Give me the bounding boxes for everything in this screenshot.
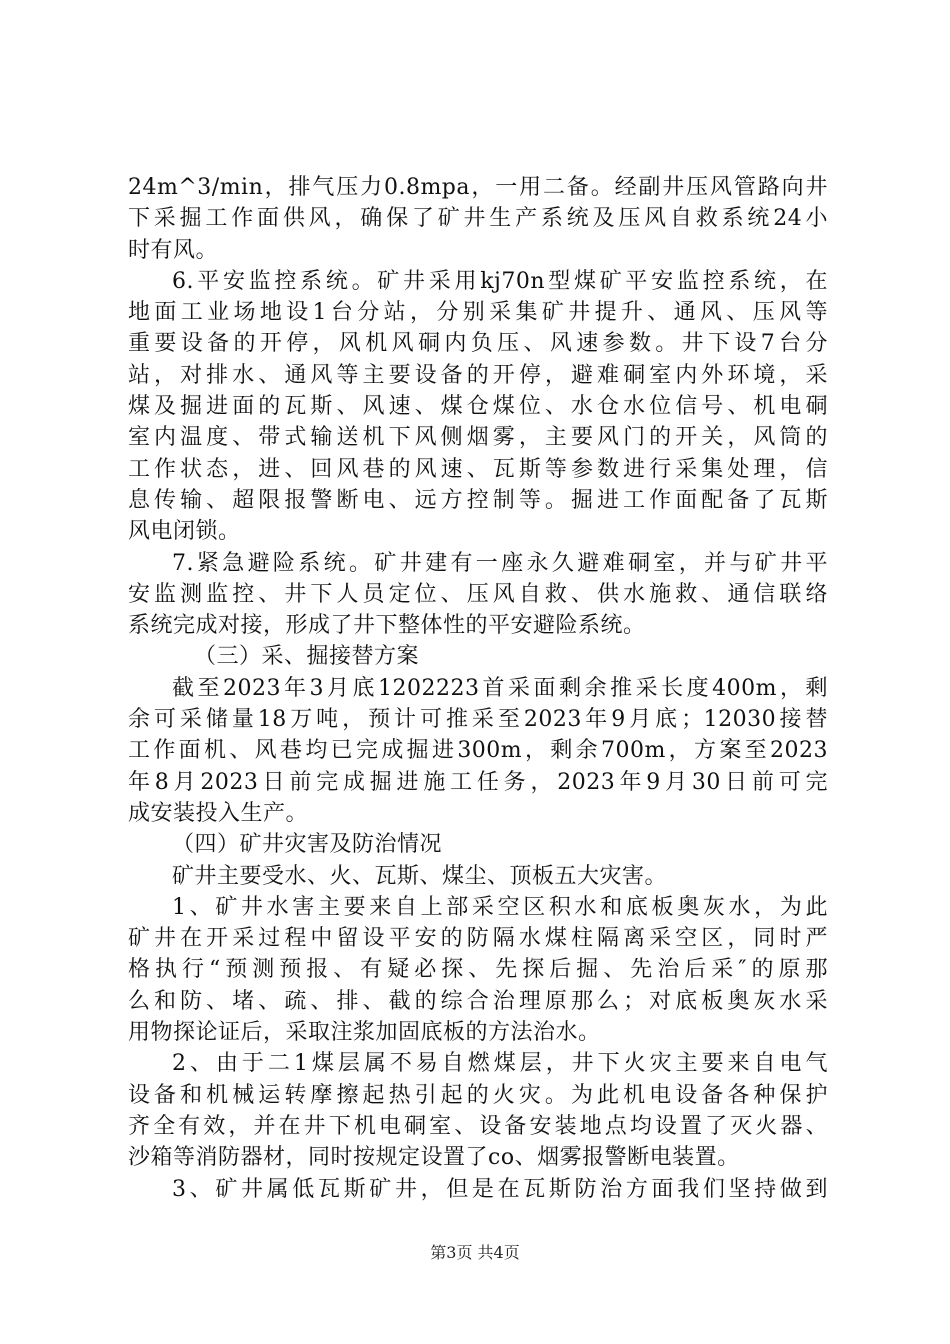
- text-line: 6.平安监控系统。矿井采用kj70n型煤矿平安监控系统，在: [172, 268, 828, 294]
- text-line: 风电闭锁。: [128, 519, 241, 545]
- text-line: 工作状态，进、回风巷的风速、瓦斯等参数进行采集处理，信: [128, 456, 828, 482]
- text-line: 设备和机械运转摩擦起热引起的火灾。为此机电设备各种保护: [128, 1082, 828, 1108]
- text-line: 么和防、堵、疏、排、截的综合治理原那么；对底板奥灰水采: [128, 988, 828, 1014]
- text-line: 格执行“预测预报、有疑必探、先探后掘、先治后采″的原那: [128, 957, 828, 983]
- text-line: 室内温度、带式输送机下风侧烟雾，主要风门的开关，风筒的: [128, 425, 828, 451]
- text-line: 安监测监控、井下人员定位、压风自救、供水施救、通信联络: [128, 581, 828, 607]
- text-line: 煤及掘进面的瓦斯、风速、煤仓煤位、水仓水位信号、机电硐: [128, 394, 828, 420]
- text-line: 矿井在开采过程中留设平安的防隔水煤柱隔离采空区，同时严: [128, 926, 828, 952]
- section-heading: （四）矿井灾害及防治情况: [172, 832, 443, 858]
- section-heading: （三）采、掘接替方案: [194, 644, 420, 670]
- text-line: 下采掘工作面供风，确保了矿井生产系统及压风自救系统24小: [128, 206, 828, 232]
- text-line: 余可采储量18万吨，预计可推采至2023年9月底；12030接替: [128, 707, 828, 733]
- text-line: 7.紧急避险系统。矿井建有一座永久避难硐室，并与矿井平: [172, 550, 828, 576]
- text-line: 系统完成对接，形成了井下整体性的平安避险系统。: [128, 613, 646, 639]
- text-line: 1、矿井水害主要来自上部采空区积水和底板奥灰水，为此: [172, 894, 828, 920]
- text-line: 3、矿井属低瓦斯矿井，但是在瓦斯防治方面我们坚持做到: [172, 1176, 828, 1202]
- text-line: 矿井主要受水、火、瓦斯、煤尘、顶板五大灾害。: [172, 863, 668, 889]
- text-line: 成安装投入生产。: [128, 800, 309, 826]
- text-line: 时有风。: [128, 237, 219, 263]
- text-line: 息传输、超限报警断电、远方控制等。掘进工作面配备了瓦斯: [128, 487, 828, 513]
- text-line: 2、由于二1煤层属不易自燃煤层，井下火灾主要来自电气: [172, 1051, 828, 1077]
- text-line: 齐全有效，并在井下机电硐室、设备安装地点均设置了灭火器、: [128, 1113, 828, 1139]
- text-line: 重要设备的开停，风机风硐内负压、风速参数。井下设7台分: [128, 331, 828, 357]
- text-line: 沙箱等消防器材，同时按规定设置了co、烟雾报警断电装置。: [128, 1145, 740, 1171]
- body-text: [128, 172, 828, 1205]
- text-line: 站，对排水、通风等主要设备的开停，避难硐室内外环境，采: [128, 362, 828, 388]
- text-line: 截至2023年3月底1202223首采面剩余推采长度400m，剩: [172, 675, 828, 701]
- text-line: 用物探论证后，采取注浆加固底板的方法治水。: [128, 1020, 601, 1046]
- page-number-footer: 第3页 共4页: [430, 1243, 520, 1262]
- text-line: 地面工业场地设1台分站，分别采集矿井提升、通风、压风等: [128, 300, 828, 326]
- text-line: 年8月2023日前完成掘进施工任务，2023年9月30日前可完: [128, 769, 828, 795]
- text-line: 24m^3/min，排气压力0.8mpa，一用二备。经副井压风管路向井: [128, 175, 828, 200]
- text-line: 工作面机、风巷均已完成掘进300m，剩余700m，方案至2023: [128, 738, 828, 764]
